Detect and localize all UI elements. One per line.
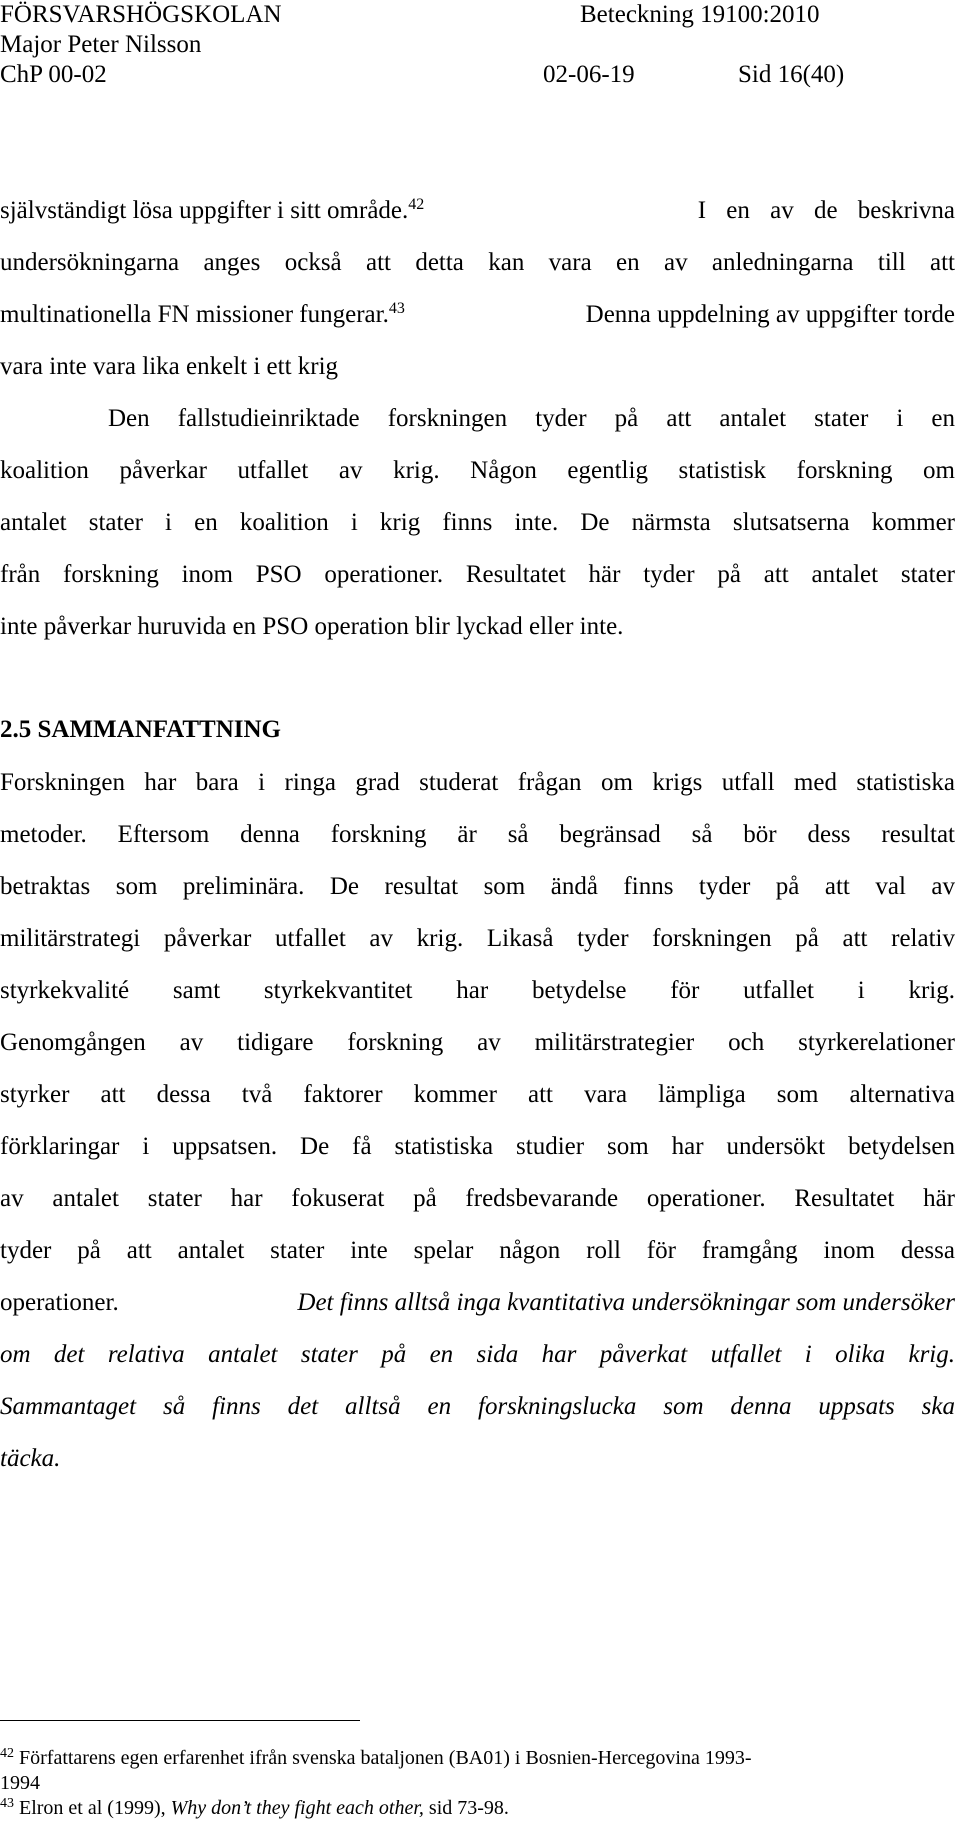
document-designation: Beteckning 19100:2010 bbox=[580, 1, 820, 28]
para1-line-3: multinationella FN missioner fungerar.$^{43}$ Denna uppdelning av uppgifter torde bbox=[0, 300, 955, 328]
para2-line-4: från forskning inom PSO operationer. Resultatet här tyder på att antalet stater bbox=[0, 561, 955, 588]
author-name: Major Peter Nilsson bbox=[0, 31, 202, 58]
document-date: 02-06-19 bbox=[543, 61, 635, 88]
para1-line-1: självständigt lösa uppgifter i sitt område.$^{42}$ I en av de beskrivna bbox=[0, 196, 955, 224]
para2-line-3: antalet stater i en koalition i krig finns inte. De närmsta slutsatserna kommer bbox=[0, 509, 955, 536]
para1-line-4: vara inte vara lika enkelt i ett krig bbox=[0, 353, 339, 380]
para2-line-5: inte påverkar huruvida en PSO operation blir lyckad eller inte. bbox=[0, 613, 624, 640]
summary-line-2: metoder. Eftersom denna forskning är så begränsad så bör dess resultat bbox=[0, 821, 955, 848]
summary-line-4: militärstrategi påverkar utfallet av krig. Likaså tyder forskningen på att relativ bbox=[0, 925, 955, 952]
para1-line-2: undersökningarna anges också att detta kan vara en av anledningarna till att bbox=[0, 249, 955, 276]
program-code: ChP 00-02 bbox=[0, 61, 107, 88]
footnote-separator bbox=[0, 1720, 360, 1721]
summary-line-9: av antalet stater har fokuserat på fredsbevarande operationer. Resultatet här bbox=[0, 1185, 955, 1212]
summary-line-14: täcka. bbox=[0, 1445, 61, 1472]
footnote-42-continued: 1994 bbox=[0, 1772, 40, 1794]
footnote-ref-43: 43 bbox=[388, 300, 405, 317]
summary-line-11: operationer. Det finns alltså inga kvantitativa undersökningar som undersöker bbox=[0, 1289, 955, 1316]
summary-line-1: Forskningen har bara i ringa grad studerat frågan om krigs utfall med statistiska bbox=[0, 769, 955, 796]
summary-line-3: betraktas som preliminära. De resultat som ändå finns tyder på att val av bbox=[0, 873, 955, 900]
footnote-43: $^{43}$ Elron et al (1999), Why don’t they fight each other, sid 73-98. bbox=[0, 1796, 509, 1819]
summary-line-10: tyder på att antalet stater inte spelar någon roll för framgång inom dessa bbox=[0, 1237, 955, 1264]
summary-line-12: om det relativa antalet stater på en sida har påverkat utfallet i olika krig. bbox=[0, 1341, 955, 1368]
summary-line-6: Genomgången av tidigare forskning av militärstrategier och styrkerelationer bbox=[0, 1029, 955, 1056]
section-heading: 2.5 SAMMANFATTNING bbox=[0, 716, 282, 743]
footnote-number-43: 43 bbox=[0, 1796, 14, 1811]
footnote-ref-42: 42 bbox=[408, 196, 425, 213]
summary-line-7: styrker att dessa två faktorer kommer att vara lämpliga som alternativa bbox=[0, 1081, 955, 1108]
para2-line-1: Den fallstudieinriktade forskningen tyder på att antalet stater i en bbox=[108, 405, 955, 432]
summary-line-5: styrkekvalité samt styrkekvantitet har betydelse för utfallet i krig. bbox=[0, 977, 955, 1004]
institution-name: FÖRSVARSHÖGSKOLAN bbox=[0, 1, 282, 28]
summary-line-8: förklaringar i uppsatsen. De få statistiska studier som har undersökt betydelsen bbox=[0, 1133, 955, 1160]
footnote-number-42: 42 bbox=[0, 1746, 14, 1761]
footnote-42: $^{42}$ Författarens egen erfarenhet ifrån svenska bataljonen (BA01) i Bosnien-Hercegovina 1993- bbox=[0, 1746, 752, 1769]
page-number: Sid 16(40) bbox=[738, 61, 845, 88]
summary-line-13: Sammantaget så finns det alltså en forskningslucka som denna uppsats ska bbox=[0, 1393, 955, 1420]
para2-line-2: koalition påverkar utfallet av krig. Någon egentlig statistisk forskning om bbox=[0, 457, 955, 484]
